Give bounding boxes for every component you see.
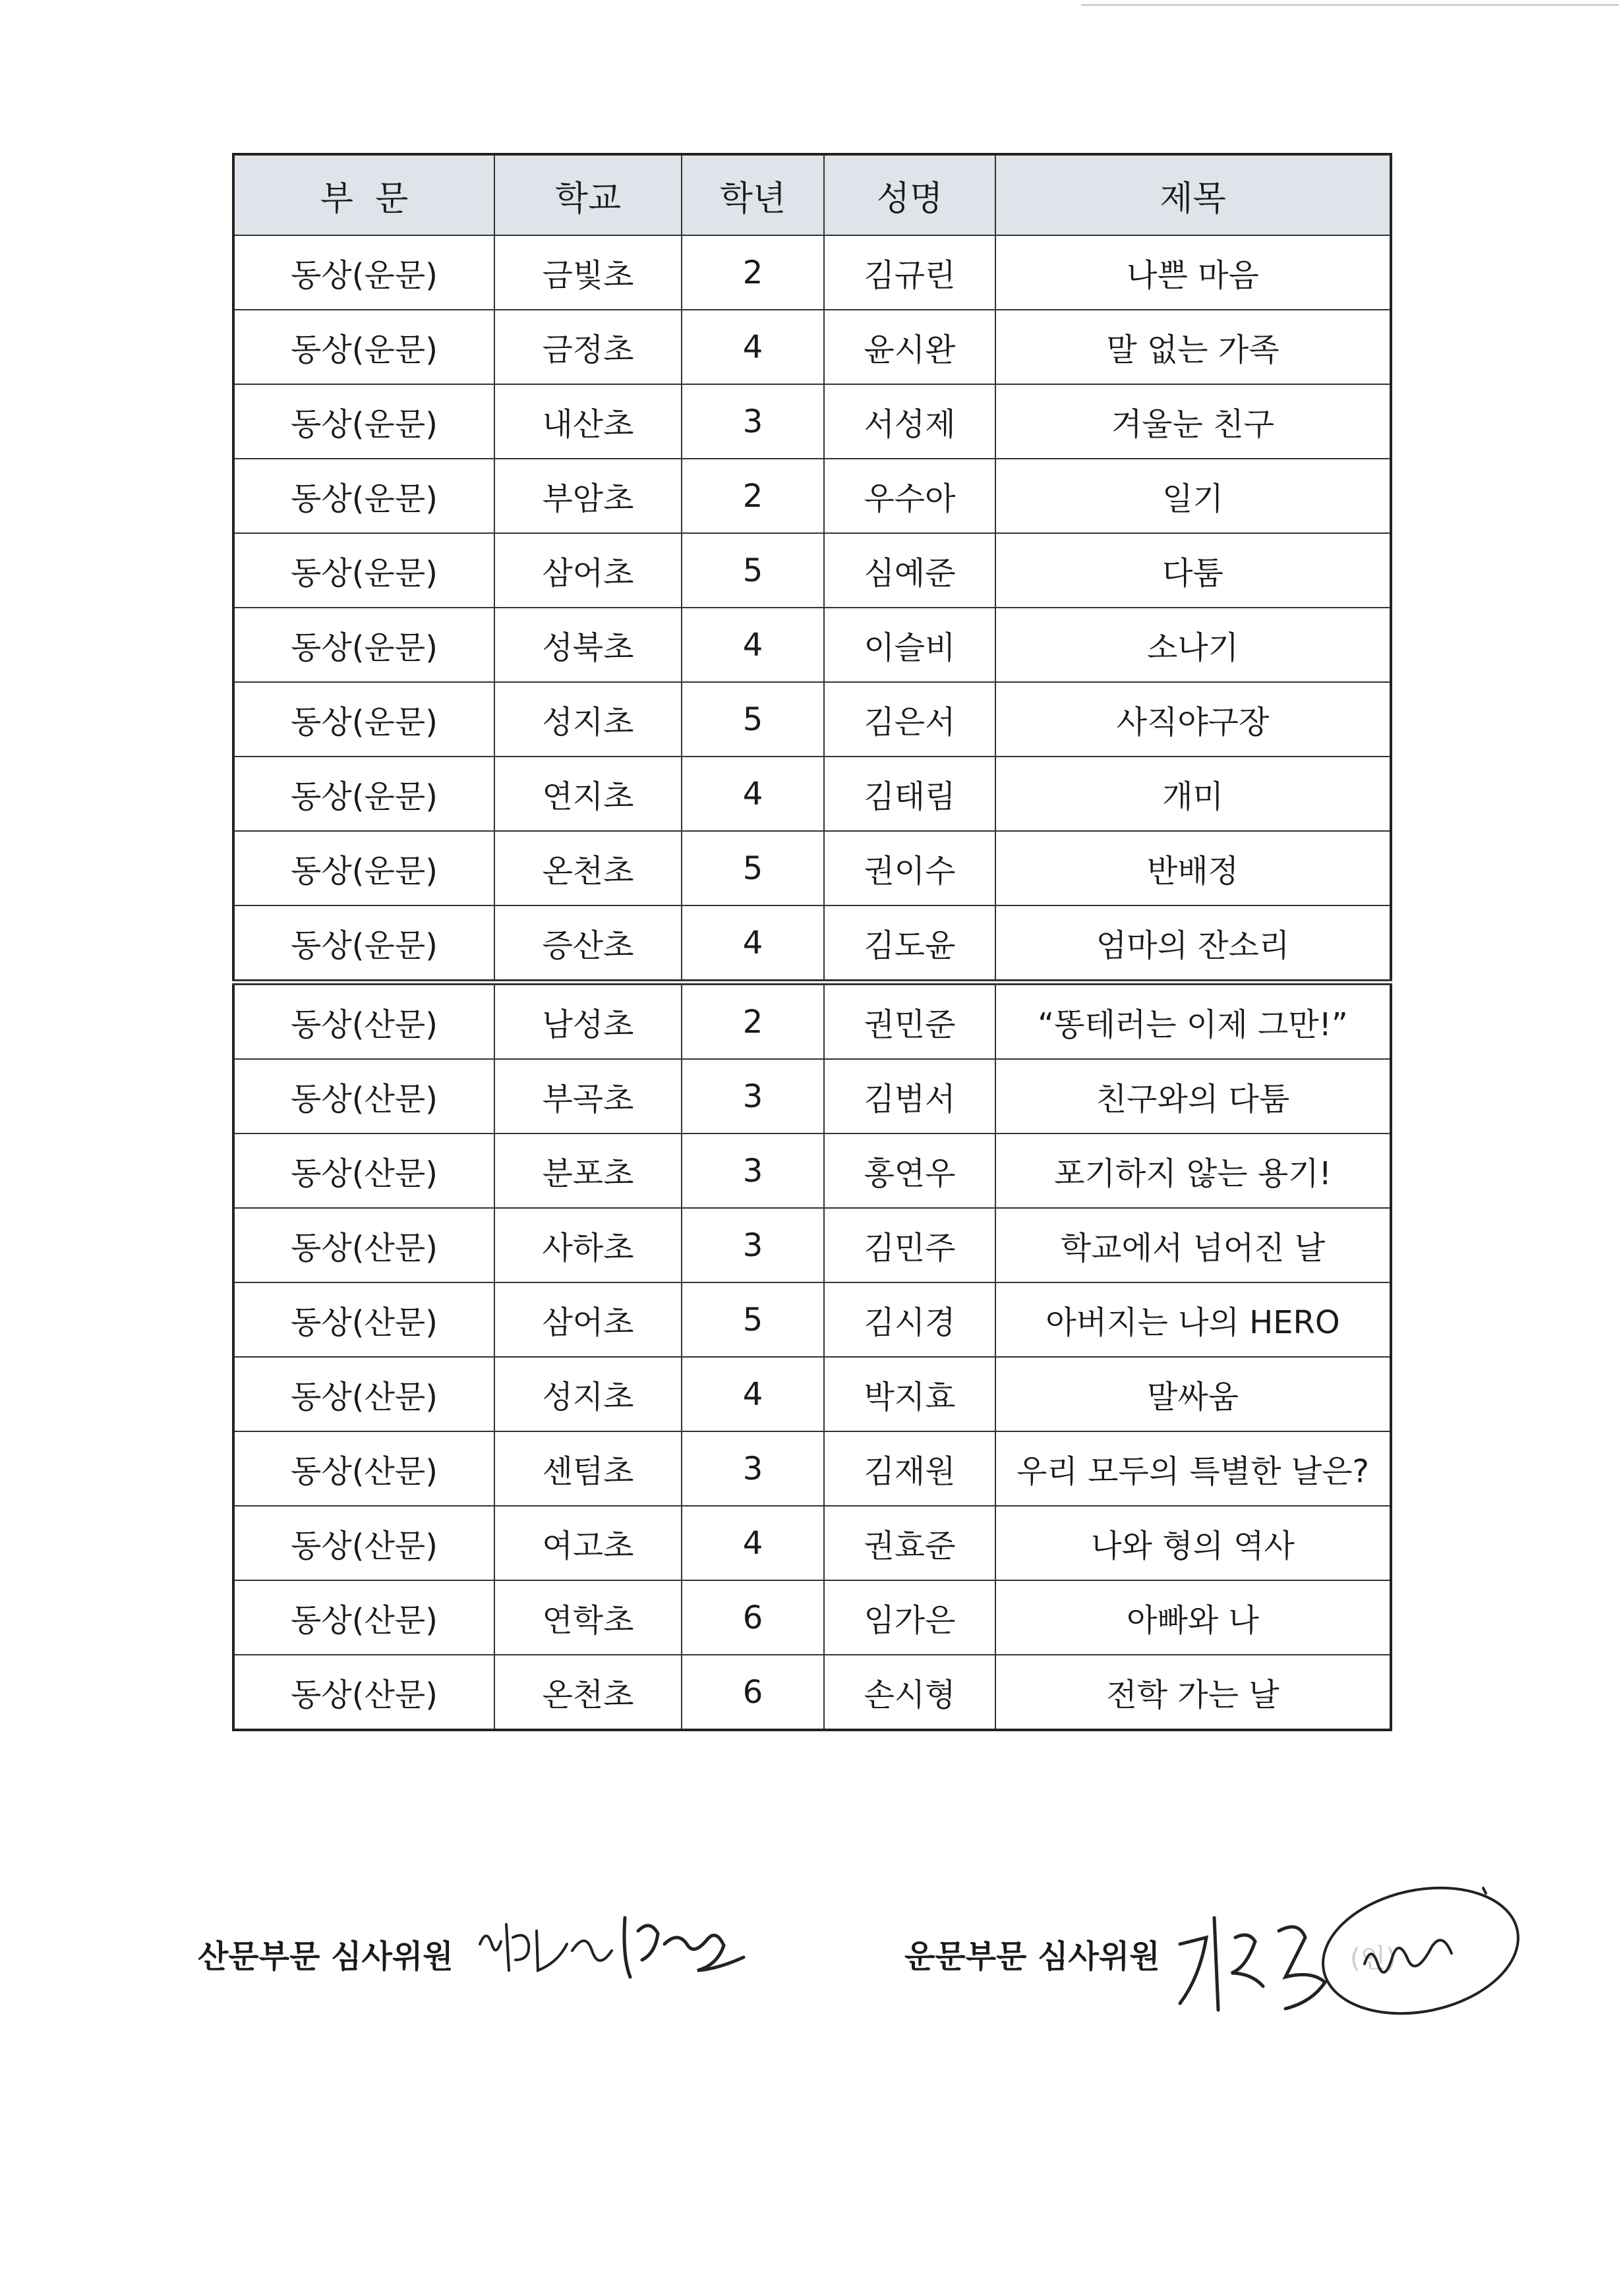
cell-grade: 4 [682,1506,824,1580]
prose-judge-label: 산문부문 심사위원 [198,1938,454,1975]
cell-grade: 2 [682,235,824,310]
verse-judge-label: 운문부문 심사위원 [904,1938,1160,1975]
table-row [233,608,1391,682]
cell-name: 손시형 [824,1655,995,1730]
cell-division: 동상(산문) [233,1357,494,1431]
cell-school: 온천초 [494,1655,682,1730]
cell-school: 성지초 [494,1357,682,1431]
cell-division: 동상(산문) [233,1506,494,1580]
cell-grade: 6 [682,1580,824,1655]
cell-school: 남성초 [494,983,682,1060]
table-row [233,1208,1391,1282]
table-row [233,235,1391,310]
cell-title: 엄마의 잔소리 [995,905,1391,983]
cell-title: 사직야구장 [995,682,1391,757]
cell-division: 동상(산문) [233,1134,494,1208]
cell-division: 동상(운문) [233,459,494,533]
cell-division: 동상(운문) [233,905,494,983]
cell-division: 동상(산문) [233,1655,494,1730]
cell-title: 소나기 [995,608,1391,682]
table-row [233,1282,1391,1357]
cell-name: 김시경 [824,1282,995,1357]
cell-title: 나와 형의 역사 [995,1506,1391,1580]
cell-school: 부곡초 [494,1059,682,1134]
awards-table [232,153,1392,1731]
header-grade: 학년 [682,154,824,235]
header-name: 성명 [824,154,995,235]
cell-title: 겨울눈 친구 [995,384,1391,459]
cell-name: 임가은 [824,1580,995,1655]
cell-name: 권민준 [824,983,995,1060]
cell-school: 삼어초 [494,1282,682,1357]
cell-school: 센텀초 [494,1431,682,1506]
cell-grade: 3 [682,1431,824,1506]
cell-title: 우리 모두의 특별한 날은? [995,1431,1391,1506]
table-row [233,1431,1391,1506]
cell-name: 권이수 [824,831,995,905]
cell-title: 아빠와 나 [995,1580,1391,1655]
cell-grade: 3 [682,1134,824,1208]
cell-title: 말싸움 [995,1357,1391,1431]
cell-division: 동상(운문) [233,533,494,608]
cell-name: 김재원 [824,1431,995,1506]
cell-grade: 5 [682,831,824,905]
cell-name: 이슬비 [824,608,995,682]
cell-name: 김규린 [824,235,995,310]
table-row [233,310,1391,384]
cell-title: 말 없는 가족 [995,310,1391,384]
cell-division: 동상(운문) [233,757,494,831]
table-row [233,682,1391,757]
cell-name: 김민주 [824,1208,995,1282]
cell-title: 개미 [995,757,1391,831]
table-row [233,1059,1391,1134]
table-row [233,831,1391,905]
cell-grade: 4 [682,310,824,384]
cell-grade: 4 [682,905,824,983]
header-title: 제목 [995,154,1391,235]
header-division: 부 문 [233,154,494,235]
cell-school: 성지초 [494,682,682,757]
cell-division: 동상(산문) [233,1282,494,1357]
cell-school: 연지초 [494,757,682,831]
cell-title: 일기 [995,459,1391,533]
cell-grade: 5 [682,533,824,608]
cell-school: 여고초 [494,1506,682,1580]
cell-division: 동상(산문) [233,1208,494,1282]
cell-grade: 2 [682,459,824,533]
cell-title: 다툼 [995,533,1391,608]
cell-title: 전학 가는 날 [995,1655,1391,1730]
cell-grade: 3 [682,1208,824,1282]
cell-grade: 4 [682,757,824,831]
cell-title: 아버지는 나의 HERO [995,1282,1391,1357]
cell-name: 박지효 [824,1357,995,1431]
cell-name: 권효준 [824,1506,995,1580]
table-header-row [233,154,1391,235]
cell-division: 동상(운문) [233,831,494,905]
table-row [233,1134,1391,1208]
table-row [233,1357,1391,1431]
cell-name: 김태림 [824,757,995,831]
cell-name: 서성제 [824,384,995,459]
seal-mark: (인) [1350,1943,1396,1974]
header-school: 학교 [494,154,682,235]
cell-grade: 4 [682,1357,824,1431]
cell-school: 부암초 [494,459,682,533]
verse-judge-signature [1167,1865,1536,2076]
cell-division: 동상(운문) [233,235,494,310]
table-body [233,235,1391,1730]
cell-grade: 5 [682,1282,824,1357]
cell-grade: 3 [682,1059,824,1134]
cell-title: 친구와의 다툼 [995,1059,1391,1134]
cell-name: 우수아 [824,459,995,533]
cell-school: 성북초 [494,608,682,682]
cell-school: 삼어초 [494,533,682,608]
cell-name: 김은서 [824,682,995,757]
table-row [233,1580,1391,1655]
cell-division: 동상(산문) [233,1580,494,1655]
table-row [233,384,1391,459]
cell-grade: 2 [682,983,824,1060]
cell-school: 분포초 [494,1134,682,1208]
cell-name: 김범서 [824,1059,995,1134]
cell-school: 연학초 [494,1580,682,1655]
cell-title: 나쁜 마음 [995,235,1391,310]
prose-judge-signature [473,1905,763,1990]
cell-division: 동상(운문) [233,682,494,757]
cell-title: “똥테러는 이제 그만!” [995,983,1391,1060]
cell-grade: 4 [682,608,824,682]
cell-school: 온천초 [494,831,682,905]
table-row [233,983,1391,1060]
cell-school: 사하초 [494,1208,682,1282]
cell-division: 동상(산문) [233,1059,494,1134]
cell-title: 포기하지 않는 용기! [995,1134,1391,1208]
cell-name: 김도윤 [824,905,995,983]
table-row [233,905,1391,983]
table-row [233,1506,1391,1580]
cell-title: 학교에서 넘어진 날 [995,1208,1391,1282]
cell-title: 반배정 [995,831,1391,905]
cell-school: 증산초 [494,905,682,983]
cell-division: 동상(산문) [233,983,494,1060]
cell-school: 금정초 [494,310,682,384]
cell-school: 내산초 [494,384,682,459]
cell-school: 금빛초 [494,235,682,310]
cell-division: 동상(운문) [233,310,494,384]
cell-division: 동상(운문) [233,384,494,459]
cell-name: 홍연우 [824,1134,995,1208]
table-row [233,1655,1391,1730]
table-row [233,757,1391,831]
top-edge-line [1081,4,1619,6]
cell-division: 동상(산문) [233,1431,494,1506]
table-row [233,533,1391,608]
cell-name: 심예준 [824,533,995,608]
table-row [233,459,1391,533]
cell-grade: 6 [682,1655,824,1730]
cell-name: 윤시완 [824,310,995,384]
cell-grade: 3 [682,384,824,459]
cell-division: 동상(운문) [233,608,494,682]
cell-grade: 5 [682,682,824,757]
